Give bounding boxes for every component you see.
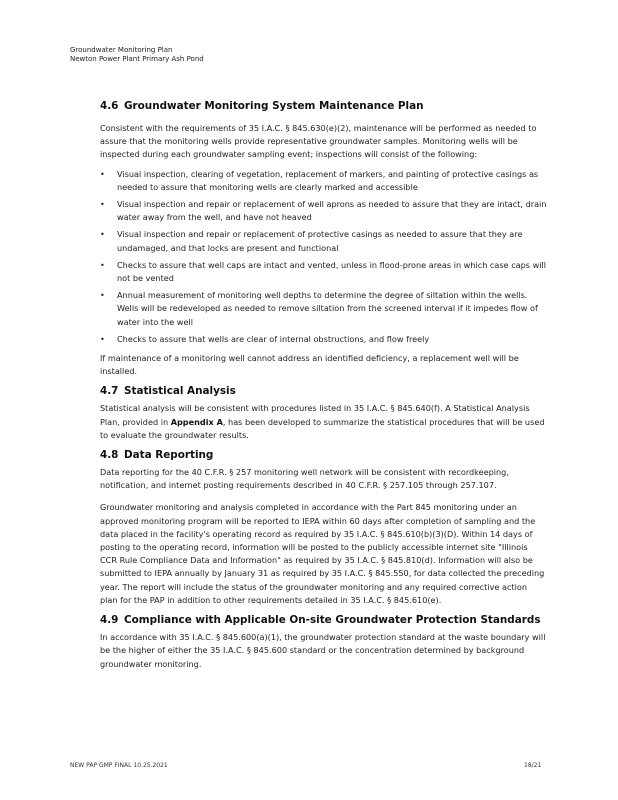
page-content: [100, 100, 547, 671]
list-item: • Checks to assure that well caps are intact and vented, unless in flood-prone areas in which case caps will not be vented: [100, 259, 547, 285]
text-span: Statistical analysis will be consistent with procedures listed in 35 I.A.C. § 845.640(f). A Statistical Analysis Plan, provided in: [100, 403, 530, 427]
section-title: Data Reporting: [124, 449, 214, 462]
section-title: Compliance with Applicable On-site Groundwater Protection Standards: [124, 614, 541, 627]
bullet-list: [100, 168, 547, 346]
paragraph: Data reporting for the 40 C.F.R. § 257 monitoring well network will be consistent with recordkeeping, notification, and internet posting requirements described in 40 C.F.R. § 257.105 through 257.107.: [100, 467, 509, 491]
section-number: 4.6: [100, 100, 119, 112]
paragraph: Consistent with the requirements of 35 I.A.C. § 845.630(e)(2), maintenance will be performed as needed to assure that the monitoring wells provide representative groundwater samples. Monitoring wells will be inspected during each groundwater sampling event; inspections will consist of the following:: [100, 123, 537, 160]
list-item: • Annual measurement of monitoring well depths to determine the degree of siltation within the wells. Wells will be redeveloped as needed to remove siltation from the screened interval if it impedes flow of water into the well: [100, 289, 547, 329]
section-title: Statistical Analysis: [124, 385, 236, 398]
paragraph: If maintenance of a monitoring well cannot address an identified deficiency, a replacement well will be installed.: [100, 353, 519, 377]
section-number: 4.8: [100, 449, 119, 462]
section-heading-4-9: [100, 614, 547, 627]
section-number: 4.9: [100, 614, 119, 627]
footer-page-number: 18/21: [524, 762, 542, 769]
appendix-reference: Appendix A: [170, 416, 223, 427]
list-item: • Checks to assure that wells are clear of internal obstructions, and flow freely: [100, 333, 547, 346]
list-item: • Visual inspection and repair or replacement of protective casings as needed to assure that they are undamaged, and that locks are present and functional: [100, 228, 547, 254]
running-head: [70, 46, 204, 64]
section-heading-4-7: [100, 385, 547, 398]
list-item: • Visual inspection, clearing of vegetation, replacement of markers, and painting of protective casings as needed to assure that monitoring wells are clearly marked and accessible: [100, 168, 547, 194]
section-heading-4-6: [100, 100, 547, 113]
text-span: , has been developed to summarize the statistical procedures that will be used to evaluate the groundwater results.: [100, 416, 545, 440]
running-head-title: Groundwater Monitoring Plan: [70, 46, 173, 54]
paragraph: In accordance with 35 I.A.C. § 845.600(a)(1), the groundwater protection standard at the waste boundary will be the higher of either the 35 I.A.C. § 845.600 standard or the concentration determined by background groundwater monitoring.: [100, 632, 546, 669]
section-number: 4.7: [100, 385, 119, 398]
section-title: Groundwater Monitoring System Maintenance Plan: [124, 100, 424, 112]
paragraph: [100, 402, 547, 442]
list-item: • Visual inspection and repair or replacement of well aprons as needed to assure that they are intact, drain water away from the well, and have not heaved: [100, 198, 547, 224]
footer-document-id: NEW PAP GMP FINAL 10.25.2021: [70, 762, 168, 769]
running-head-subtitle: Newton Power Plant Primary Ash Pond: [70, 55, 204, 63]
paragraph: Groundwater monitoring and analysis completed in accordance with the Part 845 monitoring under an approved monitoring program will be reported to IEPA within 60 days after completion of sampling and the data placed in the facility's operating record as required by 35 I.A.C. § 845.610(b)(3)(D). Within 14 days of posting to the operating record, information will be posted to the publicly accessible internet site "Illinois CCR Rule Compliance Data and Information" as required by 35 I.A.C. § 845.810(d). Information will also be submitted to IEPA annually by January 31 as required by 35 I.A.C. § 845.550, for data collected the preceding year. The report will include the status of the groundwater monitoring and any required corrective action plan for the PAP in addition to other requirements detailed in 35 I.A.C. § 845.610(e).: [100, 502, 545, 605]
section-heading-4-8: [100, 449, 547, 462]
